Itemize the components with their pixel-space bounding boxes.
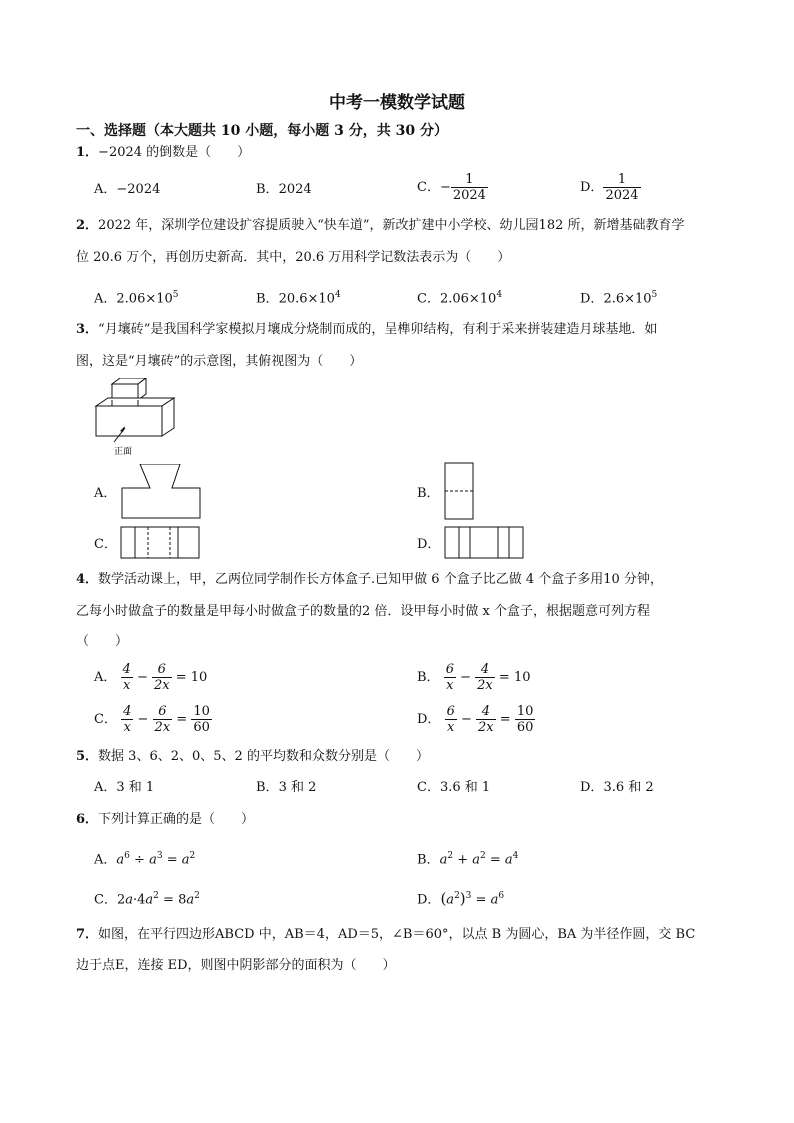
question-text: −2024 的倒数是（ ） <box>98 145 251 160</box>
question-4 <box>76 570 663 590</box>
question-number: 2． <box>76 218 99 233</box>
q4-option-a[interactable]: A． $\frac{4}{x}$ − $\frac{6}{2x}$ = 10 <box>94 662 208 693</box>
fraction: $\frac{4}{2x}$ <box>478 704 494 735</box>
q4-option-d[interactable]: D． $\frac{6}{x}$ − $\frac{4}{2x}$ = $\frac{10}{60}$ <box>417 704 534 735</box>
q2-option-c[interactable]: C．$2.06\times 10^4$ <box>417 290 503 307</box>
q6-option-b[interactable]: B．$a^2 + a^2 = a^4$ <box>417 851 519 868</box>
q3-option-d-figure[interactable] <box>444 526 526 560</box>
question-number: 5． <box>76 749 99 764</box>
question-4-line3: （ ） <box>76 634 129 649</box>
question-number: 4． <box>76 572 99 587</box>
q3-option-a[interactable]: A． <box>94 486 117 501</box>
question-4-line2: 乙每小时做盒子的数量是甲每小时做盒子的数量的2 倍．设甲每小时做 x 个盒子，根据题意可列方程 <box>76 604 651 619</box>
q2-option-a[interactable]: A．$2.06\times 10^5$ <box>94 290 179 307</box>
question-2 <box>76 216 685 236</box>
question-3-line2: 图，这是“月壤砖”的示意图，其俯视图为（ ） <box>76 354 363 369</box>
figure-label: 正面 <box>114 447 133 457</box>
fraction: $\frac{6}{2x}$ <box>154 704 171 735</box>
question-7 <box>76 925 695 945</box>
fraction: $\frac{10}{60}$ <box>516 704 534 735</box>
brick-figure <box>92 378 182 460</box>
fraction: $\frac{4}{x}$ <box>123 704 132 735</box>
question-1 <box>76 143 250 163</box>
q3-option-b[interactable]: B． <box>417 486 440 501</box>
fraction: $\frac{4}{x}$ <box>122 662 131 693</box>
q3-option-c[interactable]: C． <box>94 537 117 552</box>
question-number: 6． <box>76 812 99 827</box>
q3-option-a-figure[interactable] <box>120 464 202 520</box>
question-text: “月壤砖”是我国科学家模拟月壤成分烧制而成的，呈榫卯结构，有利于采来拼装建造月球基地．如 <box>98 322 658 337</box>
question-number: 3． <box>76 322 99 337</box>
q5-option-a[interactable]: A．3 和 1 <box>94 780 155 795</box>
q1-option-c[interactable]: C．− $\frac{1}{2024}$ <box>417 172 486 203</box>
q1-option-b[interactable]: B．2024 <box>256 182 312 197</box>
question-text: 2022 年，深圳学位建设扩容提质驶入“快车道”，新改扩建中小学校、幼儿园182 所，新增基础教育学 <box>98 218 685 233</box>
fraction: $\frac{1}{2024}$ <box>452 172 486 203</box>
fraction: $\frac{4}{2x}$ <box>477 662 493 693</box>
q3-option-b-figure[interactable] <box>444 462 474 520</box>
q3-option-d[interactable]: D． <box>417 537 441 552</box>
question-6 <box>76 810 254 830</box>
question-5 <box>76 747 429 767</box>
question-text: 数据 3、6、2、0、5、2 的平均数和众数分别是（ ） <box>98 749 429 764</box>
fraction: $\frac{1}{2024}$ <box>605 172 639 203</box>
q6-option-a[interactable]: A．$a^6 \div a^3 = a^2$ <box>94 851 196 868</box>
q5-option-b[interactable]: B．3 和 2 <box>256 780 317 795</box>
q5-option-d[interactable]: D．3.6 和 2 <box>580 780 654 795</box>
q6-option-c[interactable]: C．$2a\cdot 4a^2 = 8a^2$ <box>94 891 200 908</box>
q1-option-d[interactable]: D． $\frac{1}{2024}$ <box>580 172 639 203</box>
q5-option-c[interactable]: C．3.6 和 1 <box>417 780 491 795</box>
question-number: 7． <box>76 927 99 942</box>
question-text: 下列计算正确的是（ ） <box>98 812 255 827</box>
q2-option-d[interactable]: D．$2.6\times 10^5$ <box>580 290 658 307</box>
fraction: $\frac{6}{2x}$ <box>153 662 170 693</box>
q3-option-c-figure[interactable] <box>120 526 202 560</box>
question-7-line2: 边于点E，连接 ED，则图中阴影部分的面积为（ ） <box>76 958 396 973</box>
question-number: 1． <box>76 145 99 160</box>
page-title: 中考一模数学试题 <box>329 93 465 113</box>
q4-option-b[interactable]: B． $\frac{6}{x}$ − $\frac{4}{2x}$ = 10 <box>417 662 531 693</box>
question-2-line2: 位 20.6 万个，再创历史新高．其中，20.6 万用科学记数法表示为（ ） <box>76 250 511 265</box>
question-text: 数学活动课上，甲，乙两位同学制作长方体盒子.已知甲做 6 个盒子比乙做 4 个盒子多用10 分钟， <box>98 572 663 587</box>
q2-option-b[interactable]: B．$20.6\times 10^4$ <box>256 290 341 307</box>
q1-option-a[interactable]: A．−2024 <box>94 182 161 197</box>
question-3 <box>76 320 657 340</box>
section-heading: 一、选择题（本大题共 10 小题，每小题 3 分，共 30 分） <box>76 123 448 139</box>
fraction: $\frac{10}{60}$ <box>193 704 210 735</box>
q4-option-c[interactable]: C． $\frac{4}{x}$ − $\frac{6}{2x}$ = $\frac{10}{60}$ <box>94 704 210 735</box>
q6-option-d[interactable]: D．$(a^2)^3 = a^6$ <box>417 889 505 908</box>
question-text: 如图，在平行四边形ABCD 中，AB＝4，AD＝5，∠B＝60°，以点 B 为圆心，BA 为半径作圆，交 BC <box>98 927 696 942</box>
fraction: $\frac{6}{x}$ <box>445 662 454 693</box>
fraction: $\frac{6}{x}$ <box>446 704 455 735</box>
